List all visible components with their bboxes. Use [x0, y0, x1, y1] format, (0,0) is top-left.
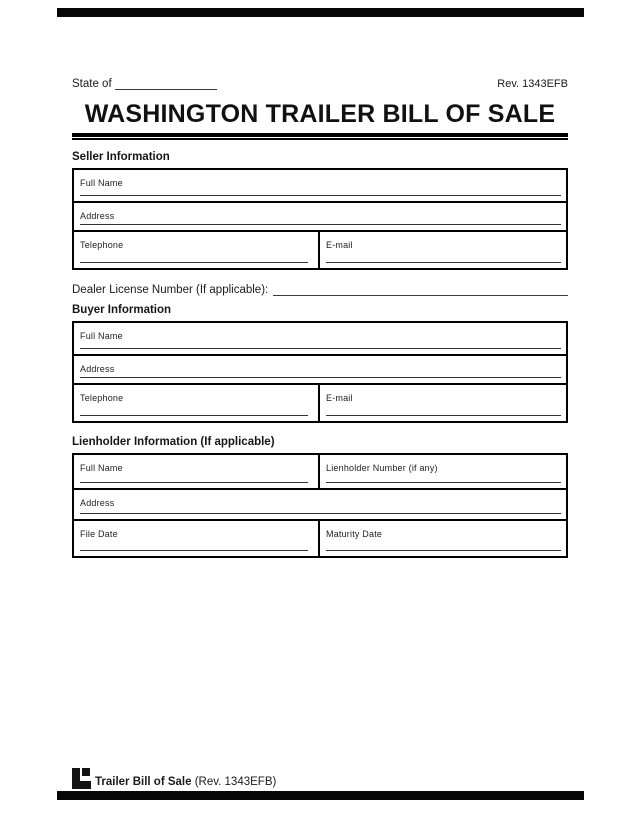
logo-foot-bar: [72, 781, 91, 789]
bottom-rule-bar: [57, 791, 584, 800]
seller-email-cell: [320, 232, 566, 268]
buyer-section-heading: Buyer Information: [72, 304, 172, 316]
lienholder-address-input-line[interactable]: [80, 513, 561, 514]
dealer-license-row: [72, 282, 568, 296]
seller-telephone-label: Telephone: [80, 240, 124, 250]
buyer-full-name-input-line[interactable]: [80, 348, 561, 349]
lienholder-address-label: Address: [80, 498, 115, 508]
lienholder-file-date-label: File Date: [80, 529, 118, 539]
lienholder-file-date-cell: [74, 521, 320, 556]
buyer-contact-row: [74, 385, 566, 421]
lienholder-file-date-input-line[interactable]: [80, 550, 308, 551]
buyer-email-input-line[interactable]: [326, 415, 561, 416]
seller-full-name-input-line[interactable]: [80, 195, 561, 196]
buyer-full-name-label: Full Name: [80, 331, 123, 341]
lienholder-full-name-label: Full Name: [80, 463, 123, 473]
seller-info-box: [72, 168, 568, 270]
seller-telephone-cell: [74, 232, 320, 268]
seller-address-cell: [74, 203, 566, 232]
state-of-label: State of: [72, 78, 112, 90]
lienholder-number-label: Lienholder Number (if any): [326, 463, 438, 473]
buyer-address-cell: [74, 356, 566, 385]
lienholder-dates-row: [74, 521, 566, 556]
lienholder-number-input-line[interactable]: [326, 482, 561, 483]
seller-full-name-label: Full Name: [80, 178, 123, 188]
logo-square: [82, 768, 90, 776]
seller-full-name-cell: [74, 170, 566, 203]
lienholder-number-cell: [320, 455, 566, 488]
buyer-telephone-label: Telephone: [80, 393, 124, 403]
title-double-rule: [72, 133, 568, 140]
seller-address-label: Address: [80, 211, 115, 221]
lienholder-full-name-cell: [74, 455, 320, 488]
lienholder-section-heading: Lienholder Information (If applicable): [72, 436, 275, 448]
lienholder-info-box: [72, 453, 568, 558]
buyer-info-box: [72, 321, 568, 423]
lienholder-full-name-input-line[interactable]: [80, 482, 308, 483]
revision-label: Rev. 1343EFB: [497, 78, 568, 90]
buyer-address-input-line[interactable]: [80, 377, 561, 378]
buyer-telephone-input-line[interactable]: [80, 415, 308, 416]
lienholder-address-cell: [74, 490, 566, 521]
document-title: WASHINGTON TRAILER BILL OF SALE: [84, 100, 556, 128]
state-of-line: [72, 78, 217, 90]
seller-email-input-line[interactable]: [326, 262, 561, 263]
dealer-license-label: Dealer License Number (If applicable):: [72, 284, 269, 296]
seller-email-label: E-mail: [326, 240, 353, 250]
legal-templates-logo-icon: [72, 768, 94, 789]
seller-address-input-line[interactable]: [80, 224, 561, 225]
buyer-telephone-cell: [74, 385, 320, 421]
page-content: [72, 0, 568, 558]
title-rule-thick: [72, 133, 568, 137]
footer-revision: (Rev. 1343EFB): [194, 776, 277, 788]
footer-doc-name: Trailer Bill of Sale: [95, 776, 192, 788]
lienholder-maturity-date-label: Maturity Date: [326, 529, 383, 539]
seller-contact-row: [74, 232, 566, 268]
footer-text: [95, 776, 276, 789]
seller-telephone-input-line[interactable]: [80, 262, 308, 263]
seller-section-heading: Seller Information: [72, 151, 170, 163]
title-rule-thin: [72, 138, 568, 140]
buyer-email-label: E-mail: [326, 393, 353, 403]
meta-row: [72, 76, 568, 90]
state-input-line[interactable]: [115, 78, 217, 90]
lienholder-maturity-date-input-line[interactable]: [326, 550, 561, 551]
page-footer: [72, 768, 276, 789]
buyer-email-cell: [320, 385, 566, 421]
dealer-license-input-line[interactable]: [273, 284, 568, 296]
buyer-full-name-cell: [74, 323, 566, 356]
lienholder-maturity-date-cell: [320, 521, 566, 556]
lienholder-name-row: [74, 455, 566, 490]
buyer-address-label: Address: [80, 364, 115, 374]
